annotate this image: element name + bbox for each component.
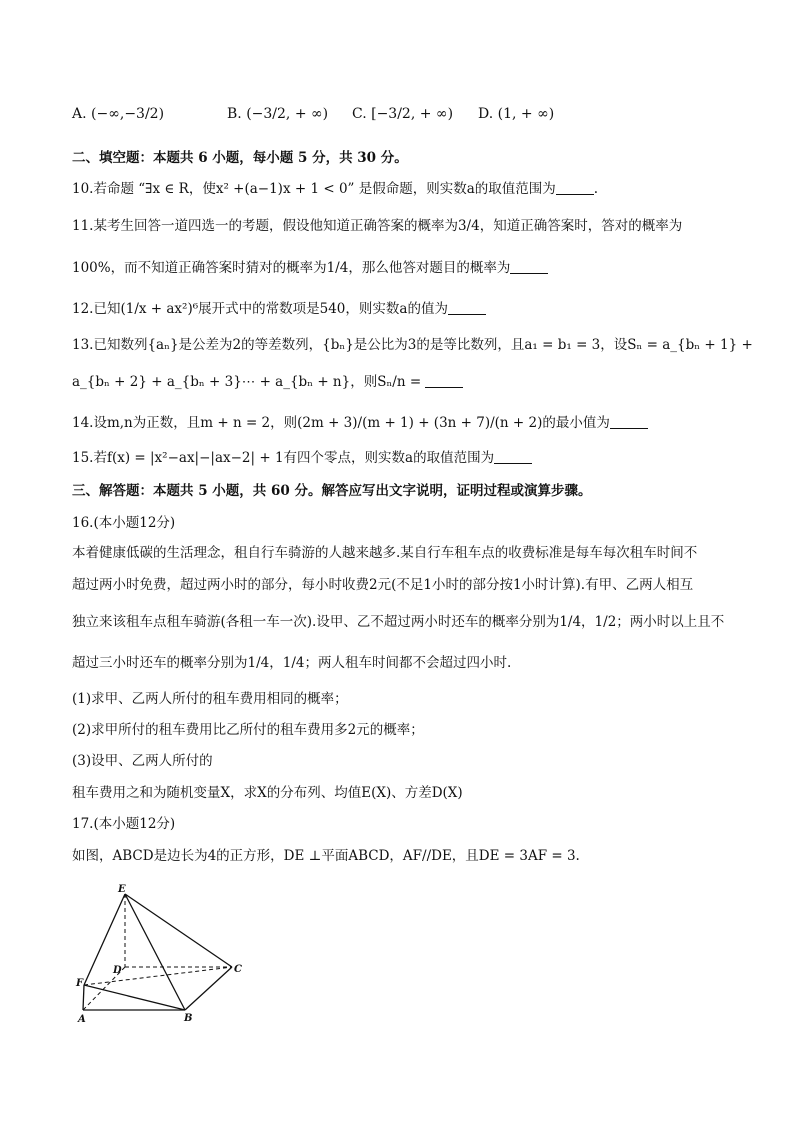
- label-a: A: [78, 1014, 86, 1025]
- question-13-line1: 13.已知数列{aₙ}是公差为2的等差数列，{bₙ}是公比为3的是等比数列，且a₁ = b₁ = 3，设Sₙ = a_{bₙ + 1} +: [72, 337, 753, 353]
- question-16-sub-3b: 租车费用之和为随机变量X，求X的分布列、均值E(X)、方差D(X): [72, 785, 463, 801]
- edge-ec: [125, 894, 232, 967]
- question-14: 14.设m,n为正数，且m + n = 2，则(2m + 3)/(m + 1) + (3n + 7)/(n + 2)的最小值为: [72, 411, 648, 431]
- label-d: D: [113, 965, 122, 976]
- option-a: A. (−∞,−3/2): [72, 106, 165, 122]
- option-d: D. (1, + ∞): [478, 106, 555, 122]
- question-16-para-2: 超过两小时免费，超过两小时的部分，每小时收费2元(不足1小时的部分按1小时计算).有甲、乙两人相互: [72, 577, 694, 593]
- question-16-para-4: 超过三小时还车的概率分别为1/4，1/4；两人租车时间都不会超过四小时.: [72, 655, 512, 671]
- question-16-sub-3a: (3)设甲、乙两人所付的: [72, 753, 213, 769]
- edge-bc: [185, 967, 232, 1010]
- question-11-line2: 100%，而不知道正确答案时猜对的概率为1/4，那么他答对题目的概率为: [72, 256, 548, 276]
- question-16-para-1: 本着健康低碳的生活理念，租自行车骑游的人越来越多.某自行车租车点的收费标准是每车每次租车时间不: [72, 545, 698, 561]
- question-17-title: 17.(本小题12分): [72, 816, 176, 832]
- option-b: B. (−3/2, + ∞): [227, 106, 329, 122]
- label-e: E: [118, 884, 126, 895]
- question-13-line2: a_{bₙ + 2} + a_{bₙ + 3}⋯ + a_{bₙ + n}，则Sₙ/n =: [72, 370, 463, 390]
- question-17-para-1: 如图，ABCD是边长为4的正方形，DE ⊥平面ABCD，AF//DE，且DE = 3AF = 3.: [72, 848, 580, 864]
- question-15: 15.若f(x) = |x²−ax|−|ax−2| + 1有四个零点，则实数a的取值范围为: [72, 446, 532, 466]
- edge-eb: [125, 894, 185, 1010]
- section3-header: 三、解答题：本题共 5 小题，共 60 分。解答应写出文字说明，证明过程或演算步骤。: [72, 483, 592, 499]
- section2-header: 二、填空题：本题共 6 小题，每小题 5 分，共 30 分。: [72, 150, 408, 166]
- edge-fc: [84, 967, 232, 985]
- edge-fb: [84, 985, 185, 1010]
- question-12: 12.已知(1/x + ax²)⁶展开式中的常数项是540，则实数a的值为: [72, 297, 486, 317]
- question-16-para-3: 独立来该租车点租车骑游(各租一车一次).设甲、乙不超过两小时还车的概率分别为1/4，1/2；两小时以上且不: [72, 614, 725, 630]
- question-11-line1: 11.某考生回答一道四选一的考题，假设他知道正确答案的概率为3/4，知道正确答案时，答对的概率为: [72, 218, 683, 234]
- question-10: 10.若命题 “∃x ∈ R，使x² +(a−1)x + 1 < 0” 是假命题，则实数a的取值范围为 .: [72, 181, 599, 197]
- edge-fa: [83, 985, 84, 1010]
- label-b: B: [184, 1013, 193, 1024]
- geometry-figure: [75, 882, 250, 1027]
- label-f: F: [76, 978, 84, 989]
- option-c: C. [−3/2, + ∞): [352, 106, 454, 122]
- question-16-sub-2: (2)求甲所付的租车费用比乙所付的租车费用多2元的概率；: [72, 722, 424, 738]
- question-16-title: 16.(本小题12分): [72, 515, 176, 531]
- label-c: C: [234, 964, 242, 975]
- question-16-sub-1: (1)求甲、乙两人所付的租车费用相同的概率；: [72, 691, 348, 707]
